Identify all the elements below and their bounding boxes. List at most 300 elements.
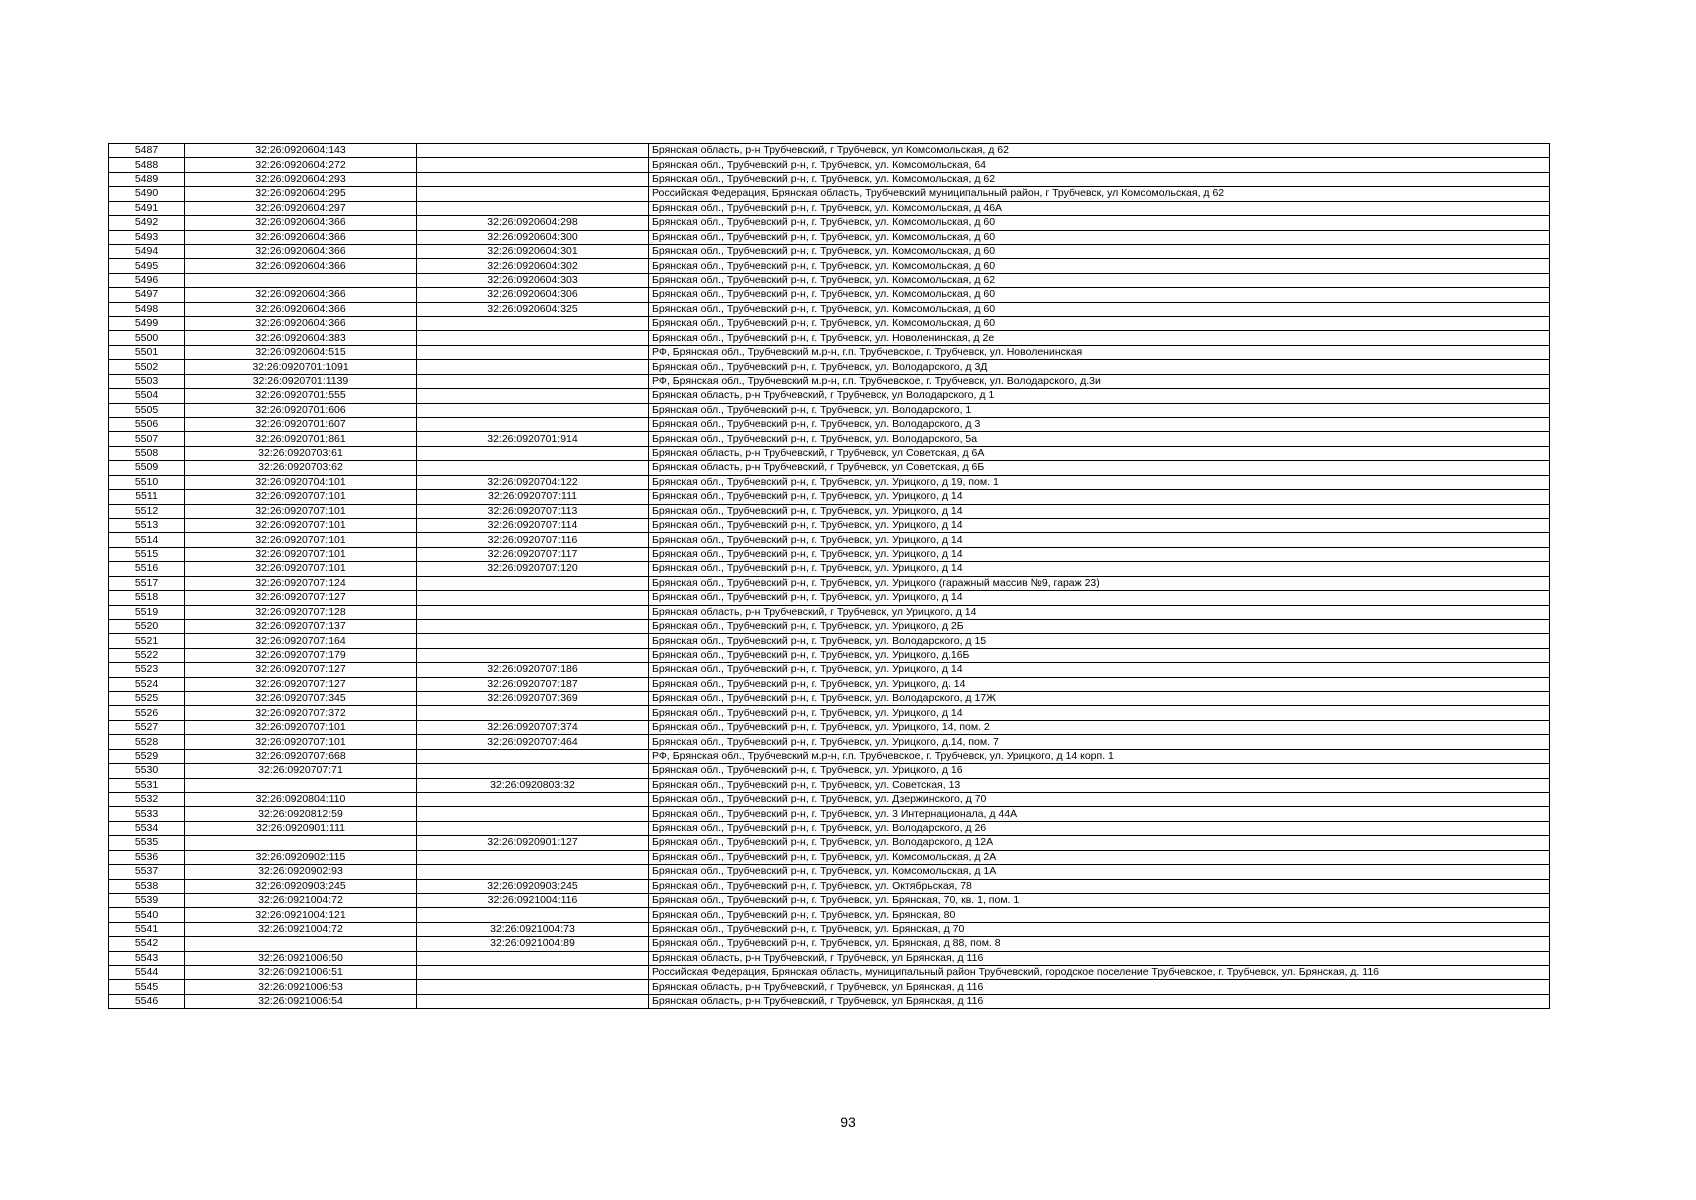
related-cadastral-number-cell: 32:26:0920707:369 (417, 692, 649, 706)
table-row (109, 994, 1550, 1008)
table-row (109, 273, 1550, 287)
row-number-cell: 5489 (109, 172, 185, 186)
related-cadastral-number-cell (417, 461, 649, 475)
cadastral-number-cell: 32:26:0920707:101 (185, 735, 417, 749)
related-cadastral-number-cell (417, 389, 649, 403)
related-cadastral-number-cell: 32:26:0920707:464 (417, 735, 649, 749)
address-cell: Брянская обл., Трубчевский р-н, г. Трубчевск, ул. Новоленинская, д 2е (649, 331, 1550, 345)
cadastral-number-cell: 32:26:0920707:127 (185, 663, 417, 677)
address-cell: Брянская обл., Трубчевский р-н, г. Трубчевск, ул. Володарского, д 17Ж (649, 692, 1550, 706)
cadastral-number-cell: 32:26:0920701:606 (185, 403, 417, 417)
related-cadastral-number-cell: 32:26:0920604:306 (417, 288, 649, 302)
cadastral-number-cell: 32:26:0920604:272 (185, 158, 417, 172)
address-cell: Брянская обл., Трубчевский р-н, г. Трубчевск, ул. Урицкого, д 19, пом. 1 (649, 475, 1550, 489)
cadastral-number-cell: 32:26:0920701:1091 (185, 360, 417, 374)
row-number-cell: 5535 (109, 836, 185, 850)
related-cadastral-number-cell: 32:26:0920707:186 (417, 663, 649, 677)
cadastral-number-cell: 32:26:0920707:101 (185, 533, 417, 547)
table-row (109, 706, 1550, 720)
table-row (109, 475, 1550, 489)
related-cadastral-number-cell (417, 187, 649, 201)
table-row (109, 533, 1550, 547)
row-number-cell: 5525 (109, 692, 185, 706)
table-row (109, 317, 1550, 331)
address-cell: Брянская обл., Трубчевский р-н, г. Трубчевск, ул. Урицкого, д.16Б (649, 648, 1550, 662)
table-row (109, 735, 1550, 749)
address-cell: Брянская обл., Трубчевский р-н, г. Трубчевск, ул. Комсомольская, д 60 (649, 317, 1550, 331)
cadastral-number-cell: 32:26:0920604:143 (185, 144, 417, 158)
row-number-cell: 5538 (109, 879, 185, 893)
row-number-cell: 5534 (109, 821, 185, 835)
table-row (109, 692, 1550, 706)
cadastral-number-cell: 32:26:0920707:101 (185, 504, 417, 518)
address-cell: Брянская обл., Трубчевский р-н, г. Трубчевск, ул. Октябрьская, 78 (649, 879, 1550, 893)
cadastral-number-cell: 32:26:0920604:366 (185, 230, 417, 244)
address-cell: Брянская обл., Трубчевский р-н, г. Трубчевск, ул. Урицкого, д 14 (649, 490, 1550, 504)
cadastral-number-cell: 32:26:0920701:1139 (185, 374, 417, 388)
cadastral-number-cell: 32:26:0920707:101 (185, 562, 417, 576)
table-row (109, 518, 1550, 532)
table-row (109, 360, 1550, 374)
address-cell: Брянская обл., Трубчевский р-н, г. Трубчевск, ул. Урицкого, д 14 (649, 591, 1550, 605)
cadastral-number-cell: 32:26:0920701:861 (185, 432, 417, 446)
table-row (109, 216, 1550, 230)
row-number-cell: 5546 (109, 994, 185, 1008)
address-cell: Брянская обл., Трубчевский р-н, г. Трубчевск, ул. Урицкого, д 14 (649, 533, 1550, 547)
row-number-cell: 5508 (109, 446, 185, 460)
cadastral-number-cell: 32:26:0920707:127 (185, 591, 417, 605)
table-row (109, 619, 1550, 633)
table-row (109, 749, 1550, 763)
table-row (109, 922, 1550, 936)
address-cell: Брянская область, р-н Трубчевский, г Трубчевск, ул Советская, д 6А (649, 446, 1550, 460)
address-cell: Брянская обл., Трубчевский р-н, г. Трубчевск, ул. Урицкого, д 2Б (649, 619, 1550, 633)
related-cadastral-number-cell (417, 446, 649, 460)
cadastral-number-cell: 32:26:0920704:101 (185, 475, 417, 489)
cadastral-number-cell: 32:26:0920707:372 (185, 706, 417, 720)
table-row (109, 490, 1550, 504)
related-cadastral-number-cell: 32:26:0920704:122 (417, 475, 649, 489)
address-cell: Брянская обл., Трубчевский р-н, г. Трубчевск, ул. Урицкого, д 14 (649, 663, 1550, 677)
related-cadastral-number-cell: 32:26:0920701:914 (417, 432, 649, 446)
address-cell: Брянская обл., Трубчевский р-н, г. Трубчевск, ул. Комсомольская, д 62 (649, 172, 1550, 186)
table-row (109, 792, 1550, 806)
cadastral-number-cell: 32:26:0920707:124 (185, 576, 417, 590)
row-number-cell: 5497 (109, 288, 185, 302)
row-number-cell: 5527 (109, 720, 185, 734)
row-number-cell: 5520 (109, 619, 185, 633)
address-cell: Брянская обл., Трубчевский р-н, г. Трубчевск, ул. Урицкого, д 14 (649, 518, 1550, 532)
table-row (109, 908, 1550, 922)
address-cell: Брянская обл., Трубчевский р-н, г. Трубчевск, ул. Комсомольская, 64 (649, 158, 1550, 172)
cadastral-number-cell: 32:26:0920707:101 (185, 518, 417, 532)
row-number-cell: 5536 (109, 850, 185, 864)
address-cell: Брянская обл., Трубчевский р-н, г. Трубчевск, ул. Комсомольская, д 46А (649, 201, 1550, 215)
address-cell: Брянская обл., Трубчевский р-н, г. Трубчевск, ул. Комсомольская, д 62 (649, 273, 1550, 287)
table-row (109, 504, 1550, 518)
row-number-cell: 5516 (109, 562, 185, 576)
address-cell: Брянская обл., Трубчевский р-н, г. Трубчевск, ул. Брянская, д 88, пом. 8 (649, 937, 1550, 951)
table-row (109, 446, 1550, 460)
related-cadastral-number-cell (417, 850, 649, 864)
related-cadastral-number-cell (417, 908, 649, 922)
row-number-cell: 5519 (109, 605, 185, 619)
address-cell: Брянская обл., Трубчевский р-н, г. Трубчевск, ул. Брянская, 70, кв. 1, пом. 1 (649, 893, 1550, 907)
related-cadastral-number-cell (417, 418, 649, 432)
cadastral-number-cell (185, 937, 417, 951)
address-cell: РФ, Брянская обл., Трубчевский м.р-н, г.п. Трубчевское, г. Трубчевск, ул. Володарского, д.3и (649, 374, 1550, 388)
cadastral-number-cell (185, 836, 417, 850)
cadastral-number-cell: 32:26:0920707:127 (185, 677, 417, 691)
address-cell: Российская Федерация, Брянская область, Трубчевский муниципальный район, г Трубчевск, ул Комсомольская, д 62 (649, 187, 1550, 201)
row-number-cell: 5531 (109, 778, 185, 792)
related-cadastral-number-cell (417, 172, 649, 186)
related-cadastral-number-cell (417, 576, 649, 590)
cadastral-number-cell: 32:26:0920701:607 (185, 418, 417, 432)
cadastral-number-cell: 32:26:0920604:366 (185, 288, 417, 302)
address-cell: Брянская обл., Трубчевский р-н, г. Трубчевск, ул. Володарского, д 26 (649, 821, 1550, 835)
related-cadastral-number-cell: 32:26:0921004:116 (417, 893, 649, 907)
cadastral-number-cell: 32:26:0920804:110 (185, 792, 417, 806)
cadastral-number-cell: 32:26:0920703:62 (185, 461, 417, 475)
row-number-cell: 5491 (109, 201, 185, 215)
row-number-cell: 5487 (109, 144, 185, 158)
table-row (109, 980, 1550, 994)
row-number-cell: 5521 (109, 634, 185, 648)
related-cadastral-number-cell (417, 648, 649, 662)
address-cell: Брянская обл., Трубчевский р-н, г. Трубчевск, ул. Комсомольская, д 60 (649, 216, 1550, 230)
cadastral-number-cell: 32:26:0920707:101 (185, 720, 417, 734)
cadastral-number-cell: 32:26:0920903:245 (185, 879, 417, 893)
row-number-cell: 5501 (109, 345, 185, 359)
address-cell: Брянская обл., Трубчевский р-н, г. Трубчевск, ул. Комсомольская, д 60 (649, 230, 1550, 244)
cadastral-number-cell: 32:26:0920707:179 (185, 648, 417, 662)
table-row (109, 821, 1550, 835)
row-number-cell: 5507 (109, 432, 185, 446)
related-cadastral-number-cell: 32:26:0920903:245 (417, 879, 649, 893)
registry-table (108, 143, 1550, 1009)
related-cadastral-number-cell (417, 374, 649, 388)
related-cadastral-number-cell (417, 706, 649, 720)
row-number-cell: 5539 (109, 893, 185, 907)
cadastral-number-cell: 32:26:0920604:515 (185, 345, 417, 359)
row-number-cell: 5517 (109, 576, 185, 590)
related-cadastral-number-cell (417, 994, 649, 1008)
address-cell: Брянская обл., Трубчевский р-н, г. Трубчевск, ул. Володарского, д 3 (649, 418, 1550, 432)
address-cell: Брянская обл., Трубчевский р-н, г. Трубчевск, ул. Урицкого, д. 14 (649, 677, 1550, 691)
related-cadastral-number-cell: 32:26:0920604:303 (417, 273, 649, 287)
table-row (109, 663, 1550, 677)
table-row (109, 259, 1550, 273)
related-cadastral-number-cell (417, 764, 649, 778)
cadastral-number-cell: 32:26:0921006:51 (185, 966, 417, 980)
address-cell: Брянская обл., Трубчевский р-н, г. Трубчевск, ул. Урицкого, д 14 (649, 706, 1550, 720)
table-row (109, 288, 1550, 302)
address-cell: Брянская область, р-н Трубчевский, г Трубчевск, ул Брянская, д 116 (649, 951, 1550, 965)
related-cadastral-number-cell: 32:26:0920707:374 (417, 720, 649, 734)
row-number-cell: 5512 (109, 504, 185, 518)
table-row (109, 547, 1550, 561)
related-cadastral-number-cell: 32:26:0920901:127 (417, 836, 649, 850)
address-cell: Брянская обл., Трубчевский р-н, г. Трубчевск, ул. Володарского, д 15 (649, 634, 1550, 648)
cadastral-number-cell: 32:26:0920707:101 (185, 490, 417, 504)
related-cadastral-number-cell: 32:26:0920707:114 (417, 518, 649, 532)
row-number-cell: 5506 (109, 418, 185, 432)
related-cadastral-number-cell: 32:26:0921004:89 (417, 937, 649, 951)
row-number-cell: 5504 (109, 389, 185, 403)
row-number-cell: 5529 (109, 749, 185, 763)
related-cadastral-number-cell (417, 807, 649, 821)
table-row (109, 576, 1550, 590)
address-cell: Брянская обл., Трубчевский р-н, г. Трубчевск, ул. Урицкого, 14, пом. 2 (649, 720, 1550, 734)
related-cadastral-number-cell (417, 749, 649, 763)
table-row (109, 677, 1550, 691)
related-cadastral-number-cell: 32:26:0920707:113 (417, 504, 649, 518)
table-row (109, 374, 1550, 388)
table-row (109, 764, 1550, 778)
address-cell: Брянская область, р-н Трубчевский, г Трубчевск, ул Комсомольская, д 62 (649, 144, 1550, 158)
address-cell: Брянская обл., Трубчевский р-н, г. Трубчевск, ул. Володарского, д 3Д (649, 360, 1550, 374)
table-row (109, 591, 1550, 605)
row-number-cell: 5488 (109, 158, 185, 172)
row-number-cell: 5530 (109, 764, 185, 778)
address-cell: Брянская обл., Трубчевский р-н, г. Трубчевск, ул. Комсомольская, д 60 (649, 302, 1550, 316)
table-row (109, 345, 1550, 359)
row-number-cell: 5493 (109, 230, 185, 244)
row-number-cell: 5513 (109, 518, 185, 532)
table-row (109, 966, 1550, 980)
table-row (109, 144, 1550, 158)
row-number-cell: 5523 (109, 663, 185, 677)
related-cadastral-number-cell (417, 144, 649, 158)
table-row (109, 605, 1550, 619)
cadastral-number-cell: 32:26:0921004:72 (185, 922, 417, 936)
address-cell: Брянская область, р-н Трубчевский, г Трубчевск, ул Урицкого, д 14 (649, 605, 1550, 619)
related-cadastral-number-cell: 32:26:0920604:301 (417, 244, 649, 258)
address-cell: Брянская обл., Трубчевский р-н, г. Трубчевск, ул. Дзержинского, д 70 (649, 792, 1550, 806)
cadastral-number-cell: 32:26:0920604:293 (185, 172, 417, 186)
row-number-cell: 5532 (109, 792, 185, 806)
table-row (109, 187, 1550, 201)
address-cell: Брянская область, р-н Трубчевский, г Трубчевск, ул Брянская, д 116 (649, 994, 1550, 1008)
address-cell: Российская Федерация, Брянская область, муниципальный район Трубчевский, городское поселение Трубчевское, г. Трубчевск, ул. Брянская, д. 116 (649, 966, 1550, 980)
address-cell: Брянская обл., Трубчевский р-н, г. Трубчевск, ул. Урицкого, д 14 (649, 504, 1550, 518)
related-cadastral-number-cell (417, 966, 649, 980)
table-row (109, 807, 1550, 821)
cadastral-number-cell: 32:26:0920604:366 (185, 216, 417, 230)
related-cadastral-number-cell: 32:26:0920604:325 (417, 302, 649, 316)
address-cell: Брянская обл., Трубчевский р-н, г. Трубчевск, ул. Комсомольская, д 60 (649, 259, 1550, 273)
related-cadastral-number-cell: 32:26:0920707:116 (417, 533, 649, 547)
row-number-cell: 5543 (109, 951, 185, 965)
row-number-cell: 5528 (109, 735, 185, 749)
row-number-cell: 5510 (109, 475, 185, 489)
address-cell: РФ, Брянская обл., Трубчевский м.р-н, г.п. Трубчевское, г. Трубчевск, ул. Урицкого, д 14 корп. 1 (649, 749, 1550, 763)
address-cell: Брянская обл., Трубчевский р-н, г. Трубчевск, ул. Комсомольская, д 1А (649, 865, 1550, 879)
address-cell: Брянская обл., Трубчевский р-н, г. Трубчевск, ул. 3 Интернационала, д 44А (649, 807, 1550, 821)
table-row (109, 403, 1550, 417)
cadastral-number-cell: 32:26:0920703:61 (185, 446, 417, 460)
table-row (109, 418, 1550, 432)
address-cell: РФ, Брянская обл., Трубчевский м.р-н, г.п. Трубчевское, г. Трубчевск, ул. Новоленинская (649, 345, 1550, 359)
address-cell: Брянская обл., Трубчевский р-н, г. Трубчевск, ул. Урицкого, д.14, пом. 7 (649, 735, 1550, 749)
related-cadastral-number-cell (417, 951, 649, 965)
row-number-cell: 5498 (109, 302, 185, 316)
row-number-cell: 5509 (109, 461, 185, 475)
cadastral-number-cell: 32:26:0920902:115 (185, 850, 417, 864)
row-number-cell: 5514 (109, 533, 185, 547)
row-number-cell: 5499 (109, 317, 185, 331)
address-cell: Брянская обл., Трубчевский р-н, г. Трубчевск, ул. Урицкого, д 14 (649, 562, 1550, 576)
address-cell: Брянская обл., Трубчевский р-н, г. Трубчевск, ул. Володарского, 1 (649, 403, 1550, 417)
page-number: 93 (840, 1114, 856, 1130)
table-row (109, 879, 1550, 893)
row-number-cell: 5511 (109, 490, 185, 504)
address-cell: Брянская обл., Трубчевский р-н, г. Трубчевск, ул. Володарского, 5а (649, 432, 1550, 446)
cadastral-number-cell: 32:26:0920707:128 (185, 605, 417, 619)
address-cell: Брянская обл., Трубчевский р-н, г. Трубчевск, ул. Брянская, 80 (649, 908, 1550, 922)
row-number-cell: 5490 (109, 187, 185, 201)
table-row (109, 778, 1550, 792)
cadastral-number-cell: 32:26:0920604:297 (185, 201, 417, 215)
row-number-cell: 5492 (109, 216, 185, 230)
related-cadastral-number-cell: 32:26:0920604:298 (417, 216, 649, 230)
row-number-cell: 5544 (109, 966, 185, 980)
row-number-cell: 5503 (109, 374, 185, 388)
related-cadastral-number-cell (417, 360, 649, 374)
cadastral-number-cell: 32:26:0920604:366 (185, 259, 417, 273)
table-row (109, 850, 1550, 864)
related-cadastral-number-cell (417, 865, 649, 879)
cadastral-number-cell: 32:26:0920604:366 (185, 244, 417, 258)
row-number-cell: 5545 (109, 980, 185, 994)
cadastral-number-cell (185, 273, 417, 287)
cadastral-number-cell: 32:26:0921004:121 (185, 908, 417, 922)
cadastral-number-cell: 32:26:0920902:93 (185, 865, 417, 879)
table-row (109, 244, 1550, 258)
related-cadastral-number-cell: 32:26:0920803:32 (417, 778, 649, 792)
table-row (109, 648, 1550, 662)
related-cadastral-number-cell: 32:26:0920604:302 (417, 259, 649, 273)
related-cadastral-number-cell: 32:26:0920604:300 (417, 230, 649, 244)
table-row (109, 836, 1550, 850)
address-cell: Брянская обл., Трубчевский р-н, г. Трубчевск, ул. Комсомольская, д 2А (649, 850, 1550, 864)
row-number-cell: 5526 (109, 706, 185, 720)
table-row (109, 172, 1550, 186)
table-row (109, 158, 1550, 172)
related-cadastral-number-cell: 32:26:0921004:73 (417, 922, 649, 936)
related-cadastral-number-cell (417, 821, 649, 835)
row-number-cell: 5533 (109, 807, 185, 821)
row-number-cell: 5541 (109, 922, 185, 936)
address-cell: Брянская обл., Трубчевский р-н, г. Трубчевск, ул. Урицкого, д 16 (649, 764, 1550, 778)
cadastral-number-cell: 32:26:0920707:164 (185, 634, 417, 648)
related-cadastral-number-cell (417, 980, 649, 994)
table-row (109, 389, 1550, 403)
cadastral-number-cell: 32:26:0921006:50 (185, 951, 417, 965)
row-number-cell: 5500 (109, 331, 185, 345)
table-row (109, 937, 1550, 951)
cadastral-number-cell: 32:26:0920812:59 (185, 807, 417, 821)
row-number-cell: 5502 (109, 360, 185, 374)
row-number-cell: 5524 (109, 677, 185, 691)
related-cadastral-number-cell (417, 591, 649, 605)
table-row (109, 893, 1550, 907)
row-number-cell: 5505 (109, 403, 185, 417)
cadastral-number-cell: 32:26:0921006:54 (185, 994, 417, 1008)
address-cell: Брянская обл., Трубчевский р-н, г. Трубчевск, ул. Комсомольская, д 60 (649, 288, 1550, 302)
registry-table-body (109, 144, 1550, 1009)
row-number-cell: 5515 (109, 547, 185, 561)
address-cell: Брянская область, р-н Трубчевский, г Трубчевск, ул Брянская, д 116 (649, 980, 1550, 994)
address-cell: Брянская обл., Трубчевский р-н, г. Трубчевск, ул. Советская, 13 (649, 778, 1550, 792)
related-cadastral-number-cell: 32:26:0920707:117 (417, 547, 649, 561)
table-row (109, 461, 1550, 475)
related-cadastral-number-cell (417, 158, 649, 172)
cadastral-number-cell: 32:26:0920707:101 (185, 547, 417, 561)
related-cadastral-number-cell: 32:26:0920707:187 (417, 677, 649, 691)
table-row (109, 865, 1550, 879)
row-number-cell: 5537 (109, 865, 185, 879)
cadastral-number-cell: 32:26:0920701:555 (185, 389, 417, 403)
row-number-cell: 5542 (109, 937, 185, 951)
table-row (109, 331, 1550, 345)
related-cadastral-number-cell: 32:26:0920707:111 (417, 490, 649, 504)
row-number-cell: 5540 (109, 908, 185, 922)
address-cell: Брянская обл., Трубчевский р-н, г. Трубчевск, ул. Володарского, д 12А (649, 836, 1550, 850)
address-cell: Брянская область, р-н Трубчевский, г Трубчевск, ул Володарского, д 1 (649, 389, 1550, 403)
row-number-cell: 5496 (109, 273, 185, 287)
cadastral-number-cell (185, 778, 417, 792)
table-row (109, 720, 1550, 734)
address-cell: Брянская обл., Трубчевский р-н, г. Трубчевск, ул. Урицкого (гаражный массив №9, гараж 23) (649, 576, 1550, 590)
row-number-cell: 5495 (109, 259, 185, 273)
table-row (109, 302, 1550, 316)
address-cell: Брянская обл., Трубчевский р-н, г. Трубчевск, ул. Урицкого, д 14 (649, 547, 1550, 561)
row-number-cell: 5518 (109, 591, 185, 605)
related-cadastral-number-cell (417, 201, 649, 215)
related-cadastral-number-cell (417, 317, 649, 331)
table-row (109, 230, 1550, 244)
cadastral-number-cell: 32:26:0920707:137 (185, 619, 417, 633)
related-cadastral-number-cell (417, 403, 649, 417)
cadastral-number-cell: 32:26:0920901:111 (185, 821, 417, 835)
cadastral-number-cell: 32:26:0921004:72 (185, 893, 417, 907)
related-cadastral-number-cell (417, 634, 649, 648)
related-cadastral-number-cell (417, 619, 649, 633)
cadastral-number-cell: 32:26:0920604:366 (185, 317, 417, 331)
cadastral-number-cell: 32:26:0921006:53 (185, 980, 417, 994)
related-cadastral-number-cell (417, 792, 649, 806)
address-cell: Брянская обл., Трубчевский р-н, г. Трубчевск, ул. Брянская, д 70 (649, 922, 1550, 936)
related-cadastral-number-cell (417, 331, 649, 345)
cadastral-number-cell: 32:26:0920707:71 (185, 764, 417, 778)
cadastral-number-cell: 32:26:0920604:295 (185, 187, 417, 201)
related-cadastral-number-cell (417, 605, 649, 619)
address-cell: Брянская область, р-н Трубчевский, г Трубчевск, ул Советская, д 6Б (649, 461, 1550, 475)
address-cell: Брянская обл., Трубчевский р-н, г. Трубчевск, ул. Комсомольская, д 60 (649, 244, 1550, 258)
cadastral-number-cell: 32:26:0920707:345 (185, 692, 417, 706)
cadastral-number-cell: 32:26:0920604:366 (185, 302, 417, 316)
row-number-cell: 5522 (109, 648, 185, 662)
table-row (109, 951, 1550, 965)
related-cadastral-number-cell (417, 345, 649, 359)
table-row (109, 562, 1550, 576)
table-row (109, 201, 1550, 215)
row-number-cell: 5494 (109, 244, 185, 258)
cadastral-number-cell: 32:26:0920707:668 (185, 749, 417, 763)
related-cadastral-number-cell: 32:26:0920707:120 (417, 562, 649, 576)
